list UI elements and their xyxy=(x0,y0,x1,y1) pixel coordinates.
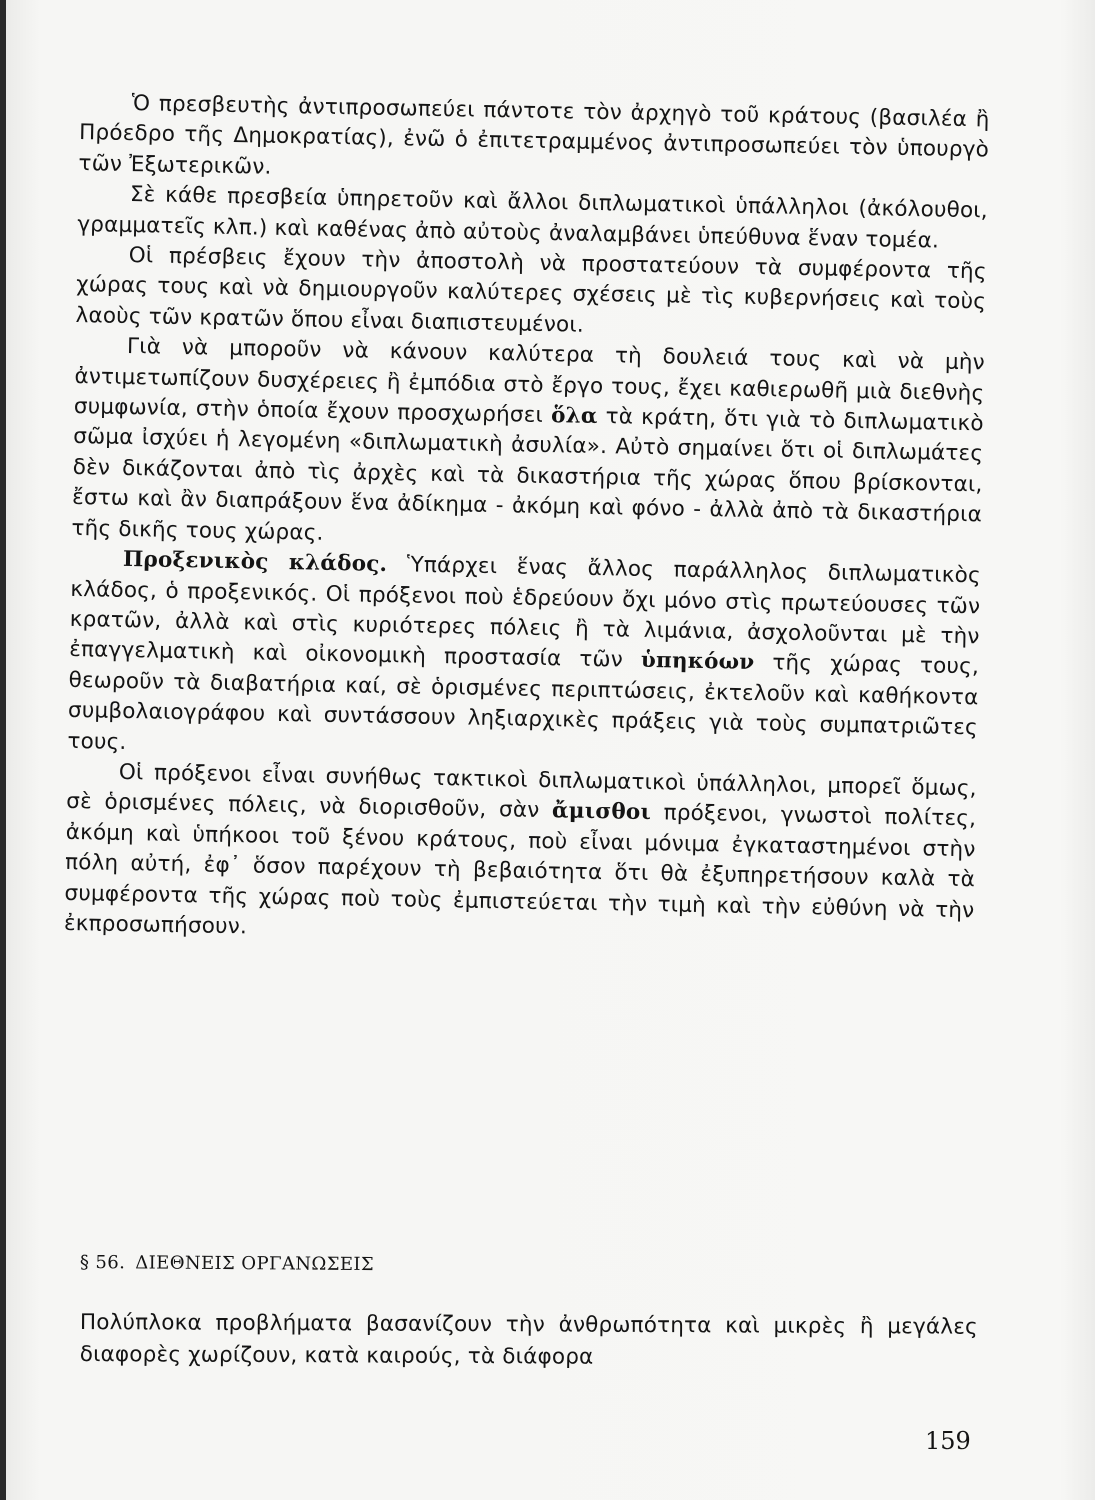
paragraph-diplomatic-immunity xyxy=(71,331,985,561)
paragraph-consular-branch xyxy=(67,544,981,774)
text-run: τὰ κράτη, ὅτι γιὰ τὸ διπλωματικὸ σῶμα ἰσχύει ἡ λεγομένη «διπλωματικὴ ἀσυλία». Αὐτὸ σημαίνει ὅτι οἱ διπλωμάτες δὲν δικάζονται ἀπὸ τὶς ἀρχὲς καὶ τὰ δικαστήρια τῆς χώρας ὅπου βρίσκονται, ἔστω καὶ ἂν διαπράξουν ἕνα ἀδίκημα - ἀκόμη καὶ φόνο - ἀλλὰ ἀπὸ τὰ δικαστήρια τῆς δικῆς τους χώρας. xyxy=(71,404,984,546)
text-run: τῆς χώρας τους, θεωροῦν τὰ διαβατήρια καί, σὲ ὁρισμένες περιπτώσεις, ἐκτελοῦν καὶ καθήκοντα συμβολαιογράφου καὶ συντάσσουν ληξιαρχικὲς πράξεις γιὰ τοὺς συμπατριῶτες τους. xyxy=(67,650,980,755)
paragraph-honorary-consuls xyxy=(64,757,977,957)
text-run: Ὑπάρχει ἕνας ἄλλος παράλληλος διπλωματικὸς κλάδος, ὁ προξενικός. Οἱ πρόξενοι ποὺ ἑδρεύουν ὄχι μόνο στὶς πρωτεύουσες τῶν κρατῶν, ἀλλὰ καὶ στὶς κυριότερες πόλεις ἢ τὰ λιμάνια, ἀσχολοῦνται μὲ τὴν ἐπαγγελματικὴ καὶ οἰκονομικὴ προστασία τῶν xyxy=(68,552,982,673)
paragraph-ambassador-mission: Οἱ πρέσβεις ἔχουν τὴν ἀποστολὴ νὰ προστατεύουν τὰ συμφέροντα τῆς χώρας τους καὶ νὰ δημιουργοῦν καλύτερες σχέσεις μὲ τὶς κυβερνήσεις καὶ τοὺς λαοὺς τῶν κρατῶν ὅπου εἶναι διαπιστευμένοι. xyxy=(75,243,987,338)
text-run: πρόξενοι, γνωστοὶ πολίτες, ἀκόμη καὶ ὑπήκοοι τοῦ ξένου κράτους, ποὺ εἶναι μόνιμα ἐγκαταστημένοι στὴν πόλη αὐτή, ἐφ᾽ ὅσον παρέχουν τὴ βεβαιότητα ὅτι θὰ ἐξυπηρετήσουν καλὰ τὰ συμφέροντα τῆς χώρας ποὺ τοὺς ἐμπιστεύεται τὴν τιμὴ καὶ τὴν εὐθύνη νὰ τὴν ἐκπροσωπήσουν. xyxy=(63,800,977,940)
page-number: 159 xyxy=(925,1427,971,1455)
section-title: ΔΙΕΘΝΕΙΣ ΟΡΓΑΝΩΣΕΙΣ xyxy=(135,1252,375,1276)
emphasis-subjects: ὑπηκόων xyxy=(640,648,755,676)
paragraph-embassy-staff: Σὲ κάθε πρεσβεία ὑπηρετοῦν καὶ ἄλλοι διπλωματικοὶ ὑπάλληλοι (ἀκόλουθοι, γραμματεῖς κλπ.) καὶ καθένας ἀπὸ αὐτοὺς ἀναλαμβάνει ὑπεύθυνα ἕναν τομέα. xyxy=(77,182,989,254)
emphasis-all: ὅλα xyxy=(550,403,598,430)
section-heading xyxy=(80,1252,374,1275)
text-run: Οἱ πρόξενοι εἶναι συνήθως τακτικοὶ διπλωματικοὶ ὑπάλληλοι, μπορεῖ ὅμως, σὲ ὁρισμένες πόλεις, νὰ διορισθοῦν, σὰν xyxy=(66,759,977,824)
body-text xyxy=(64,88,990,957)
inline-heading-consular: Προξενικὸς κλάδος. xyxy=(122,547,388,578)
text-run: Γιὰ νὰ μποροῦν νὰ κάνουν καλύτερα τὴ δουλειά τους καὶ νὰ μὴν ἀντιμετωπίζουν δυσχέρειες ἢ ἐμπόδια στὸ ἔργο τους, ἔχει καθιερωθῆ μιὰ διεθνὴς συμφωνία, στὴν ὁποία ἔχουν προσχωρήσει xyxy=(73,334,986,429)
section-intro xyxy=(80,1307,978,1376)
paragraph-ambassador: Ὁ πρεσβευτὴς ἀντιπροσωπεύει πάντοτε τὸν ἀρχηγὸ τοῦ κράτους (βασιλέα ἢ Πρόεδρο τῆς Δημοκρατίας), ἐνῶ ὁ ἐπιτετραμμένος ἀντιπροσωπεύει τὸν ὑπουργὸ τῶν Ἐξωτερικῶν. xyxy=(78,90,990,180)
paragraph-intro: Πολύπλοκα προβλήματα βασανίζουν τὴν ἀνθρωπότητα καὶ μικρὲς ἢ μεγάλες διαφορὲς χωρίζουν, κατὰ καιρούς, τὰ διάφορα xyxy=(79,1310,978,1370)
emphasis-unpaid: ἄμισθοι xyxy=(551,798,652,826)
page-binding-edge xyxy=(0,0,6,1500)
section-number: § 56. xyxy=(79,1252,126,1274)
